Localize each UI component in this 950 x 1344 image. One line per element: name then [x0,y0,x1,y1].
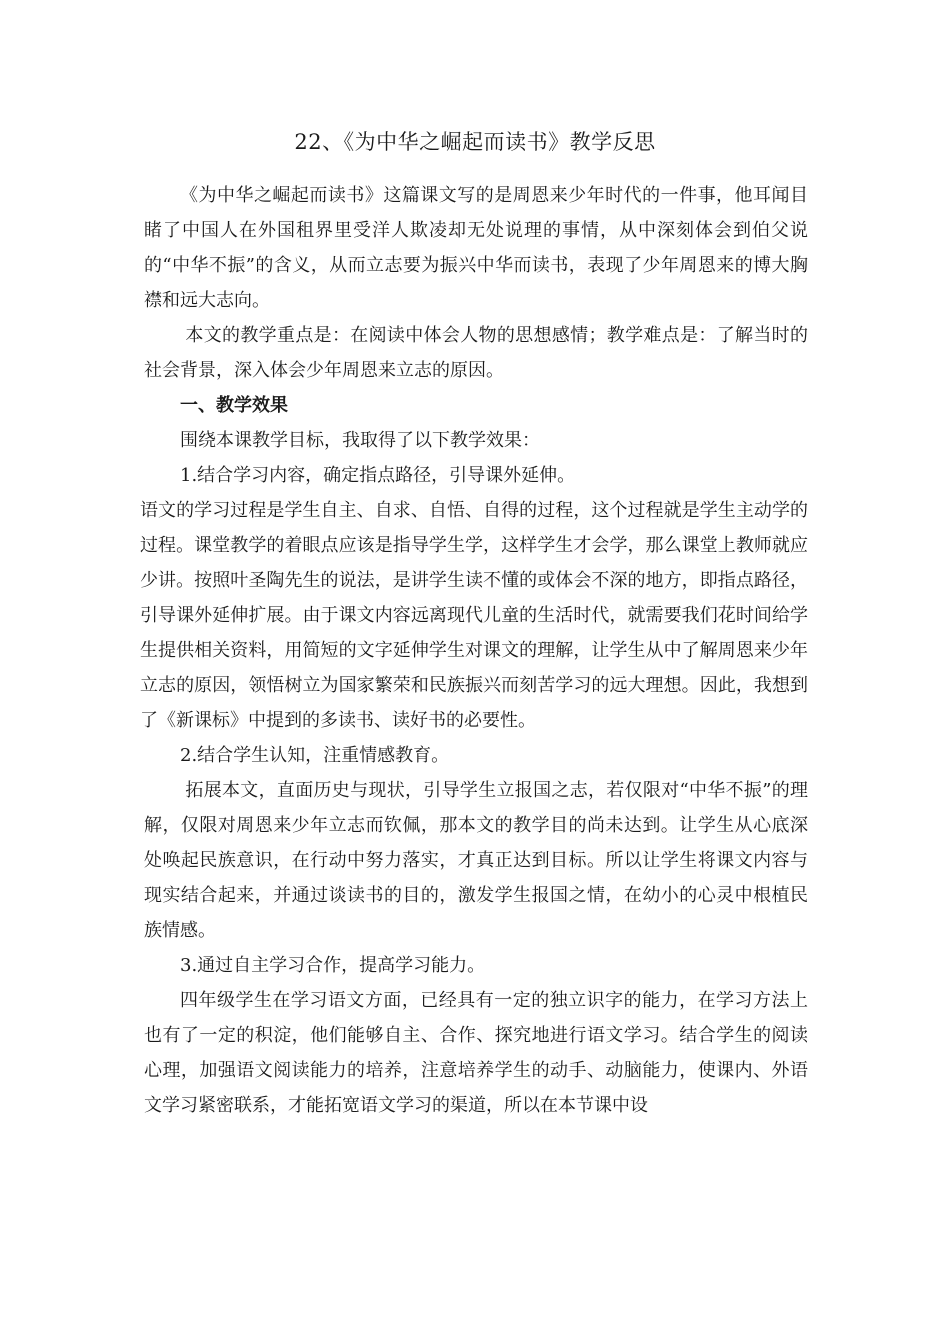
list-item-2-heading: 2.结合学生认知，注重情感教育。 [180,745,450,766]
paragraph-effect-intro: 围绕本课教学目标，我取得了以下教学效果： [180,430,540,451]
paragraph-item-3: 四年级学生在学习语文方面，已经具有一定的独立识字的能力，在学习方法上也有了一定的积淀，他们能够自主、合作、探究地进行语文学习。结合学生的阅读心理，加强语文阅读能力的培养，注意培养学生的动手、动脑能力，使课内、外语文学习紧密联系，才能拓宽语文学习的渠道，所以在本节课中设 [144,990,808,1116]
document-body [140,178,808,1123]
section-heading-teaching-effect: 一、教学效果 [180,395,288,416]
paragraph-intro: 《为中华之崛起而读书》这篇课文写的是周恩来少年时代的一件事，他耳闻目睹了中国人在外国租界里受洋人欺凌却无处说理的事情，从中深刻体会到伯父说的“中华不振”的含义，从而立志要为振兴中华而读书，表现了少年周恩来的博大胸襟和远大志向。 [144,185,808,311]
list-item-3-heading: 3.通过自主学习合作，提高学习能力。 [180,955,486,976]
list-item-1-heading: 1.结合学习内容，确定指点路径，引导课外延伸。 [180,465,576,486]
paragraph-item-2: 拓展本文，直面历史与现状，引导学生立报国之志，若仅限对“中华不振”的理解，仅限对周恩来少年立志而钦佩，那本文的教学目的尚未达到。让学生从心底深处唤起民族意识，在行动中努力落实，才真正达到目标。所以让学生将课文内容与现实结合起来，并通过谈读书的目的，激发学生报国之情，在幼小的心灵中根植民族情感。 [144,780,808,941]
document-title: 22、《为中华之崛起而读书》教学反思 [294,130,656,154]
paragraph-item-1: 语文的学习过程是学生自主、自求、自悟、自得的过程，这个过程就是学生主动学的过程。课堂教学的着眼点应该是指导学生学，这样学生才会学，那么课堂上教师就应少讲。按照叶圣陶先生的说法，是讲学生读不懂的或体会不深的地方，即指点路径，引导课外延伸扩展。由于课文内容远离现代儿童的生活时代，就需要我们花时间给学生提供相关资料，用简短的文字延伸学生对课文的理解，让学生从中了解周恩来少年立志的原因，领悟树立为国家繁荣和民族振兴而刻苦学习的远大理想。因此，我想到了《新课标》中提到的多读书、读好书的必要性。 [140,500,808,731]
paragraph-focus: 本文的教学重点是：在阅读中体会人物的思想感情；教学难点是：了解当时的社会背景，深入体会少年周恩来立志的原因。 [144,325,808,381]
